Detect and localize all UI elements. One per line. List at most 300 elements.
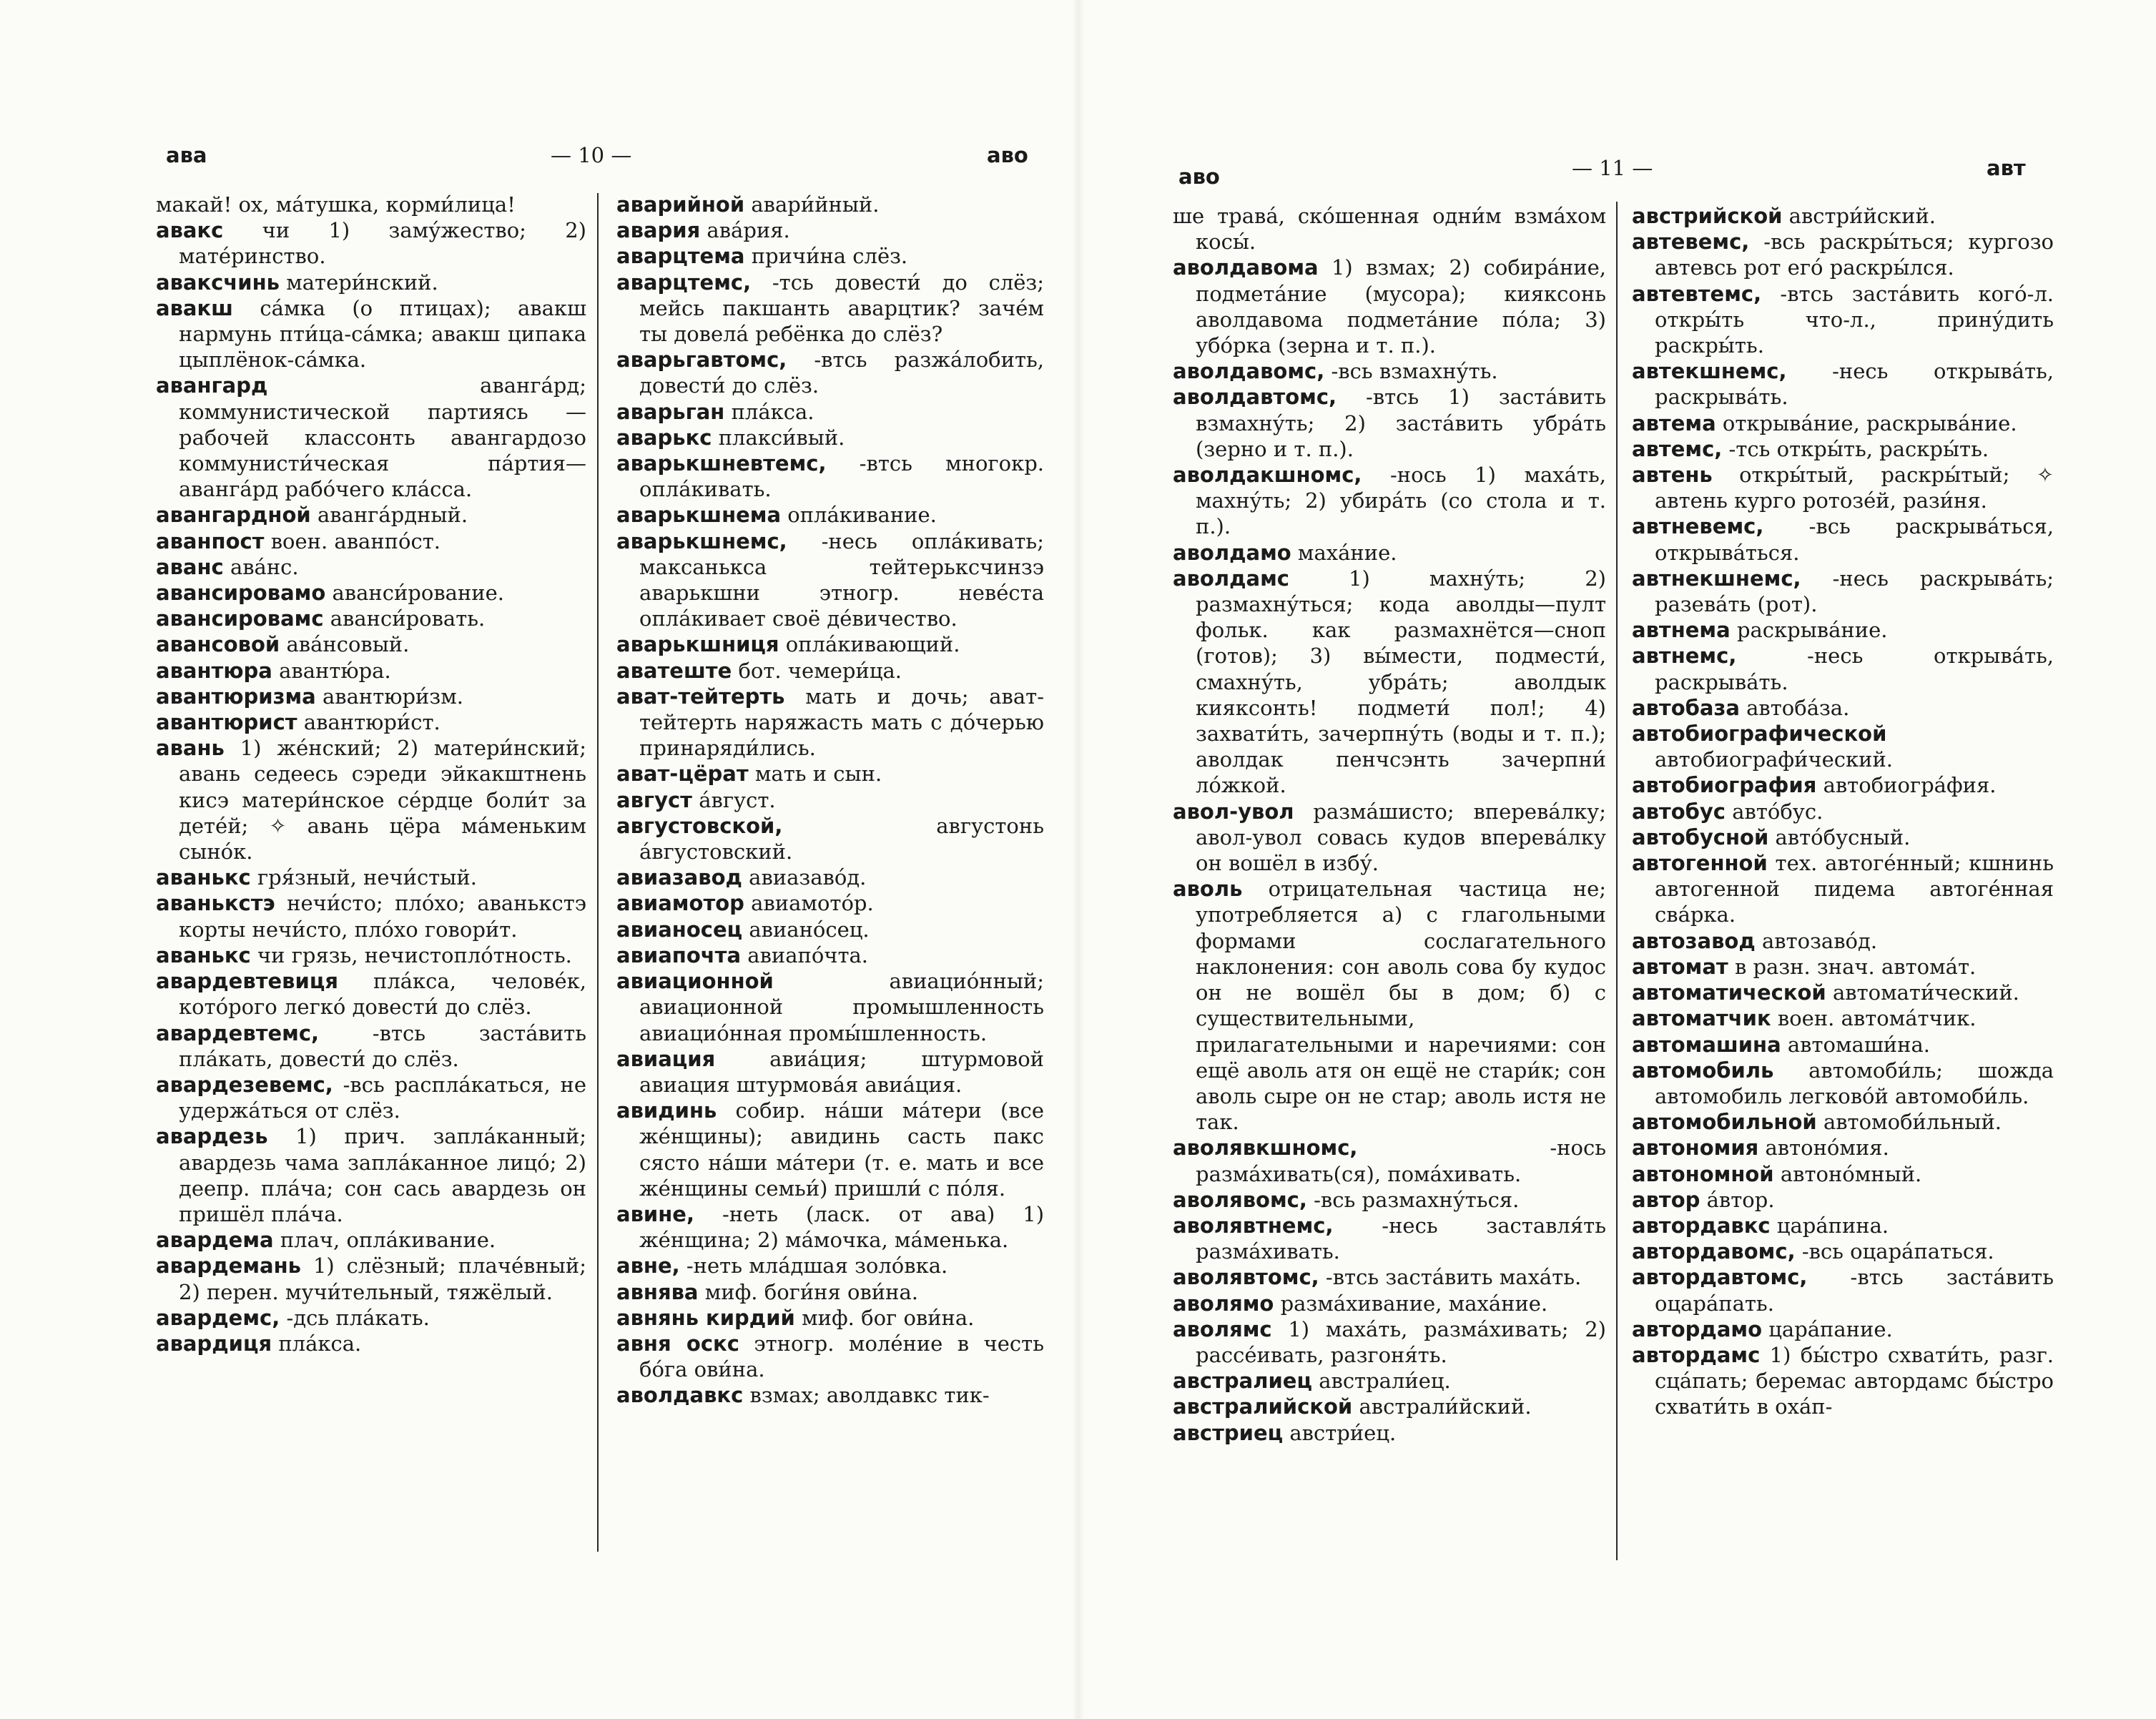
- entry-definition: открыва́ние, раскрыва́ние.: [1722, 410, 2017, 435]
- dictionary-entry: [156, 554, 586, 580]
- entry-headword: автекшнемс,: [1632, 359, 1787, 384]
- entry-headword: аванькс: [156, 865, 251, 890]
- dictionary-entry: [156, 890, 586, 942]
- entry-definition: опла́кивание.: [787, 503, 937, 528]
- entry-definition: ава́нс.: [230, 554, 299, 579]
- entry-headword: авидинь: [616, 1098, 717, 1123]
- entry-definition: автоба́за.: [1746, 695, 1850, 720]
- entry-definition: причи́на слёз.: [751, 244, 908, 269]
- entry-definition: плакси́вый.: [718, 425, 845, 450]
- dictionary-entry: [1632, 1109, 2054, 1135]
- entry-headword: авардиця: [156, 1331, 272, 1356]
- entry-headword: автемс,: [1632, 436, 1723, 461]
- entry-headword: авань: [156, 736, 225, 761]
- entry-definition: -ноcь разма́хивать(ся), пома́хивать.: [1196, 1136, 1606, 1186]
- dictionary-entry: [1173, 1187, 1606, 1213]
- entry-definition: аванси́рование.: [332, 581, 504, 606]
- entry-definition: 1) бы́стро схвати́ть, разг. сца́пать; беремас автордамс бы́стро схвати́ть в оха́п-: [1655, 1342, 2054, 1419]
- page-number: — 11 —: [1572, 156, 1653, 180]
- dictionary-entry: [1632, 1187, 2054, 1213]
- entry-headword: автобусной: [1632, 824, 1769, 849]
- entry-headword: автобус: [1632, 799, 1726, 824]
- entry-headword: авантюрист: [156, 710, 297, 735]
- guide-word-left: ава: [166, 143, 207, 167]
- dictionary-entry: [1632, 462, 2054, 513]
- entry-headword: автордамс: [1632, 1342, 1761, 1367]
- entry-headword: автевтемс,: [1632, 281, 1762, 306]
- dictionary-entry: [1632, 1316, 2054, 1342]
- dictionary-entry: [616, 217, 1044, 243]
- entry-definition: взмах; аволдавкс тик-: [749, 1383, 990, 1408]
- entry-definition: 1) взмах; 2) собира́ние, подмета́ние (мусора); кияксонь аволдавома подмета́ние по́ла; 3) убо́рка (зерна и т. п.).: [1196, 255, 1607, 358]
- entry-definition: этногр. моле́ние в честь бо́га ови́на.: [639, 1331, 1044, 1382]
- entry-headword: автордавомс,: [1632, 1239, 1796, 1264]
- page-header: [0, 143, 1078, 172]
- dictionary-entry: [156, 373, 586, 502]
- dictionary-entry: [1632, 410, 2054, 436]
- entry-definition: авантю́ра.: [279, 658, 391, 683]
- entry-headword: аварийной: [616, 192, 745, 217]
- dictionary-entry: [1173, 203, 1606, 255]
- dictionary-entry: [1632, 229, 2054, 280]
- entry-headword: авардема: [156, 1228, 274, 1253]
- entry-definition: -всь распла́каться, не удержа́ться от слёз.: [179, 1072, 586, 1123]
- dictionary-entry: [1632, 1005, 2054, 1031]
- entry-definition: авантюри́зм.: [322, 684, 463, 709]
- entry-headword: август: [616, 787, 692, 812]
- entry-headword: автомат: [1632, 954, 1728, 979]
- dictionary-entry: [1173, 358, 1606, 384]
- dictionary-entry: [1632, 513, 2054, 565]
- entry-definition: бот. чемери́ца.: [738, 658, 902, 683]
- entry-definition: нечи́сто; пло́хо; аванькстэ корты нечи́сто, пло́хо говори́т.: [179, 891, 586, 942]
- entry-headword: авине,: [616, 1201, 694, 1226]
- column-divider: [597, 193, 599, 1552]
- dictionary-entry: [1632, 1161, 2054, 1187]
- dictionary-entry: [1173, 876, 1606, 1135]
- entry-headword: авакс: [156, 218, 224, 243]
- entry-headword: аволдакшномс,: [1173, 463, 1362, 488]
- entry-definition: гря́зный, нечи́стый.: [257, 865, 477, 890]
- dictionary-entry: [156, 968, 586, 1020]
- entry-headword: авансировамс: [156, 606, 324, 631]
- entry-definition: австри́ец.: [1289, 1420, 1397, 1445]
- entry-headword: автобаза: [1632, 695, 1740, 720]
- dictionary-entry: [616, 450, 1044, 502]
- dictionary-entry: [1173, 540, 1606, 566]
- entry-headword: автозавод: [1632, 928, 1756, 953]
- entry-headword: ават-цёрат: [616, 762, 749, 787]
- dictionary-entry: [616, 890, 1044, 916]
- dictionary-entry: [156, 1253, 586, 1304]
- entry-definition: автозаво́д.: [1762, 928, 1878, 953]
- dictionary-entry: [1632, 1135, 2054, 1161]
- dictionary-entry: [1632, 850, 2054, 928]
- entry-headword: автономия: [1632, 1136, 1759, 1161]
- dictionary-entry: [156, 1305, 586, 1331]
- column-divider: [1616, 202, 1618, 1560]
- guide-word-right: авт: [1987, 156, 2026, 180]
- dictionary-entry: [616, 787, 1044, 813]
- entry-headword: авардевтемс,: [156, 1020, 320, 1045]
- dictionary-entry: [156, 865, 586, 890]
- dictionary-entry: [1632, 203, 2054, 229]
- entry-headword: авнява: [616, 1279, 699, 1304]
- dictionary-entry: [1632, 1213, 2054, 1238]
- entry-headword: австралиец: [1173, 1369, 1312, 1394]
- entry-headword: автневемс,: [1632, 514, 1764, 539]
- entry-definition: 1) махну́ть; 2) размахну́ться; кода аволды—пулт фольк. как размахнётся—сноп (готов); 3) вы́мести, подмести́, смахну́ть, убра́ть; аволдык кияксонть! подмети́ пол!; 4) захвати́ть, зачерпну́ть (воды и т. п.); аволдак пенчсэнть зачерпни́ ло́жкой.: [1196, 566, 1606, 798]
- entry-headword: автобиография: [1632, 773, 1817, 798]
- entry-headword: австрийской: [1632, 204, 1783, 228]
- dictionary-entry: [616, 1382, 1044, 1408]
- entry-definition: -втсь разжа́лобить, довести́ до слёз.: [639, 348, 1044, 398]
- entry-headword: авиапочта: [616, 942, 742, 967]
- dictionary-entry: [1632, 721, 2054, 772]
- entry-headword: авансировамо: [156, 581, 326, 606]
- entry-headword: аволдавома: [1173, 255, 1319, 280]
- entry-definition: разма́шисто; вперева́лку; авол-увол совась кудов вперева́лку он вошёл в избу́.: [1196, 799, 1606, 876]
- entry-definition: автобиогра́фия.: [1823, 773, 1997, 798]
- entry-headword: автема: [1632, 410, 1716, 435]
- entry-headword: автоматчик: [1632, 1006, 1771, 1031]
- entry-definition: -тсь откры́ть, раскры́ть.: [1728, 436, 1989, 461]
- entry-headword: авакш: [156, 295, 233, 320]
- entry-definition: авантюри́ст.: [303, 710, 440, 735]
- entry-headword: автень: [1632, 463, 1713, 488]
- entry-headword: автевемс,: [1632, 230, 1750, 255]
- entry-headword: аволявомс,: [1173, 1187, 1307, 1212]
- dictionary-entry: [1632, 1342, 2054, 1420]
- entry-headword: автнема: [1632, 618, 1731, 643]
- entry-definition: са́мка (о птицах); авакш нармунь пти́ца-са́мка; авакш ципака цыплёнок-са́мка.: [179, 295, 586, 373]
- entry-headword: автордавтомс,: [1632, 1265, 1808, 1290]
- dictionary-entry: [616, 502, 1044, 528]
- entry-headword: автнемс,: [1632, 644, 1737, 669]
- dictionary-entry: [1632, 1058, 2054, 1109]
- dictionary-entry: [1632, 1032, 2054, 1058]
- entry-headword: аволямс: [1173, 1316, 1272, 1341]
- entry-definition: -несь открыва́ть, раскрыва́ть.: [1655, 359, 2054, 410]
- entry-definition: автоно́мный.: [1780, 1161, 1922, 1186]
- entry-headword: аволдавкс: [616, 1383, 744, 1408]
- dictionary-entry: [616, 968, 1044, 1046]
- entry-headword: аватеште: [616, 658, 732, 683]
- dictionary-entry: [1632, 980, 2054, 1005]
- dictionary-entry: [1173, 1291, 1606, 1316]
- guide-word-right: аво: [987, 143, 1028, 167]
- entry-definition: -неть (ласк. от ава) 1) же́нщина; 2) ма́мочка, ма́менька.: [639, 1201, 1045, 1253]
- entry-headword: авантюра: [156, 658, 272, 683]
- dictionary-entry: [156, 580, 586, 606]
- entry-definition: аванга́рд; коммунистической партиясь — рабочей классонть авангардозо коммунисти́ческая па́ртия—аванга́рд рабо́чего кла́сса.: [179, 373, 586, 502]
- dictionary-entry: [156, 217, 586, 269]
- entry-definition: макай! ох, ма́тушка, корми́лица!: [156, 192, 516, 217]
- entry-headword: австралийской: [1173, 1394, 1353, 1419]
- dictionary-entry: [616, 270, 1044, 348]
- dictionary-entry: [1632, 358, 2054, 410]
- entry-definition: августонь а́вгустовский.: [639, 813, 1044, 865]
- entry-definition: авари́йный.: [751, 192, 880, 217]
- dictionary-entry: [1173, 462, 1606, 540]
- entry-definition: -несь открыва́ть, раскрыва́ть.: [1655, 644, 2054, 694]
- dictionary-entry: [616, 1279, 1044, 1305]
- entry-definition: -всь раскры́ться; кургозо автевсь рот его́ раскры́лся.: [1655, 230, 2054, 280]
- dictionary-entry: [156, 270, 586, 295]
- entry-headword: аванькс: [156, 942, 251, 967]
- dictionary-entry: [156, 528, 586, 554]
- dictionary-entry: [616, 1305, 1044, 1331]
- entry-headword: авансовой: [156, 632, 280, 657]
- dictionary-entry: [1173, 384, 1606, 462]
- dictionary-entry: [616, 1253, 1044, 1279]
- entry-definition: авиапо́чта.: [747, 942, 869, 967]
- dictionary-entry: [156, 658, 586, 684]
- entry-definition: разма́хивание, маха́ние.: [1280, 1291, 1548, 1316]
- column-right-1: [1173, 203, 1606, 1446]
- dictionary-entry: [1173, 1264, 1606, 1290]
- entry-definition: аванси́ровать.: [330, 606, 486, 631]
- entry-definition: авиазаво́д.: [749, 865, 867, 890]
- entry-headword: авардемань: [156, 1253, 301, 1279]
- dictionary-entry: [1632, 566, 2054, 617]
- column-left-2: [616, 192, 1044, 1409]
- dictionary-entry: [156, 631, 586, 657]
- guide-word-left: аво: [1178, 164, 1220, 189]
- entry-headword: автогенной: [1632, 851, 1768, 876]
- entry-definition: -всь раскрыва́ться, открыва́ться.: [1655, 514, 2054, 565]
- entry-definition: -несь раскрыва́ть; разева́ть (рот).: [1655, 566, 2054, 617]
- dictionary-entry: [156, 1123, 586, 1227]
- dictionary-entry: [616, 942, 1044, 968]
- entry-headword: аволямо: [1173, 1291, 1274, 1316]
- entry-headword: авол-увол: [1173, 799, 1294, 824]
- entry-definition: цара́пание.: [1768, 1316, 1893, 1341]
- entry-definition: 1) же́нский; 2) матери́нский; авань седеесь сэреди эйкакштнень кисэ матери́нское се́рдце боли́т за дете́й; ✧ авань цёра ма́меньким сыно́к.: [179, 736, 586, 865]
- dictionary-entry: [1632, 436, 2054, 462]
- entry-headword: аварькшнемс,: [616, 528, 787, 553]
- dictionary-entry: [1632, 954, 2054, 980]
- entry-headword: авиационной: [616, 969, 774, 994]
- entry-headword: авианосец: [616, 917, 743, 942]
- entry-definition: аванга́рдный.: [317, 503, 468, 528]
- entry-definition: чи грязь, нечистопло́тность.: [257, 942, 572, 967]
- dictionary-entry: [156, 942, 586, 968]
- dictionary-entry: [616, 425, 1044, 450]
- entry-headword: аварцтемс,: [616, 270, 752, 295]
- entry-definition: -тсь довести́ до слёз; мейсь пакшанть аварцтик? заче́м ты довела́ ребёнка до слёз?: [639, 270, 1044, 347]
- dictionary-entry: [1173, 566, 1606, 799]
- dictionary-entry: [156, 502, 586, 528]
- entry-headword: аволявтнемс,: [1173, 1213, 1334, 1238]
- dictionary-entry: [616, 684, 1044, 762]
- entry-definition: автомати́ческий.: [1832, 980, 2019, 1005]
- entry-headword: аварькшнема: [616, 503, 782, 528]
- page-number: — 10 —: [551, 143, 632, 167]
- dictionary-entry: [1173, 1420, 1606, 1446]
- entry-definition: авиа́ция; штурмовой авиация штурмова́я авиа́ция.: [639, 1046, 1045, 1097]
- entry-headword: автордавкс: [1632, 1213, 1771, 1238]
- entry-headword: автомобиль: [1632, 1058, 1774, 1083]
- entry-definition: пла́кса, челове́к, кото́рого легко́ довести́ до слёз.: [179, 969, 586, 1020]
- dictionary-entry: [616, 917, 1044, 942]
- dictionary-entry: [1632, 617, 2054, 643]
- entry-headword: аволдамо: [1173, 540, 1291, 565]
- entry-definition: авто́бус.: [1732, 799, 1823, 824]
- entry-definition: в разн. знач. автома́т.: [1734, 954, 1977, 979]
- entry-definition: -всь размахну́ться.: [1314, 1187, 1520, 1212]
- dictionary-entry: [616, 1201, 1044, 1253]
- dictionary-entry: [616, 192, 1044, 217]
- entry-headword: авиация: [616, 1046, 716, 1071]
- entry-definition: чи 1) заму́жество; 2) мате́ринство.: [179, 218, 586, 269]
- entry-definition: -втсь заста́вить маха́ть.: [1325, 1265, 1582, 1290]
- entry-definition: автоно́мия.: [1765, 1136, 1889, 1161]
- entry-definition: -ноcь 1) маха́ть, махну́ть; 2) убира́ть (со стола и т. п.).: [1196, 463, 1606, 539]
- entry-definition: -всь взмахну́ть.: [1331, 359, 1498, 384]
- entry-definition: тех. автоге́нный; кшнинь автогенной пидема автоге́нная сва́рка.: [1655, 851, 2054, 927]
- entry-headword: аваксчинь: [156, 270, 280, 295]
- dictionary-entry: [156, 192, 586, 217]
- dictionary-entry: [616, 1098, 1044, 1201]
- entry-headword: автнекшнемс,: [1632, 566, 1801, 591]
- entry-definition: авто́бусный.: [1775, 824, 1911, 849]
- entry-definition: махáние.: [1297, 540, 1397, 565]
- entry-definition: собир. на́ши ма́тери (все же́нщины); авидинь састь пакс сясто на́ши ма́тери (т. е. мать и все же́нщины семьи́) пришли́ с по́ля.: [639, 1098, 1045, 1201]
- entry-definition: автомоби́льный.: [1823, 1110, 2002, 1135]
- entry-headword: авангардной: [156, 503, 311, 528]
- entry-definition: ше трава́, ско́шенная одни́м взма́хом косы́.: [1173, 204, 1606, 255]
- entry-headword: аварькшневтемс,: [616, 451, 827, 476]
- dictionary-entry: [1173, 1394, 1606, 1419]
- entry-headword: авнянь кирдий: [616, 1305, 795, 1330]
- dictionary-entry: [1173, 1213, 1606, 1264]
- entry-headword: австриец: [1173, 1420, 1284, 1445]
- entry-definition: -несь опла́кивать; максанькса тейтерьксчинзэ аварькшни этногр. неве́ста опла́кивает своё де́вичество.: [639, 528, 1044, 631]
- entry-headword: авиамотор: [616, 891, 744, 916]
- entry-definition: 1) прич. запла́канный; авардезь чама запла́канное лицо́; 2) деепр. пла́ча; сон сась авардезь он пришёл пла́ча.: [179, 1124, 586, 1226]
- entry-headword: аварькс: [616, 425, 712, 450]
- entry-headword: авардезевемс,: [156, 1072, 333, 1097]
- page-header: [1078, 143, 2156, 189]
- entry-headword: авиазавод: [616, 865, 742, 890]
- dictionary-entry: [156, 1072, 586, 1123]
- dictionary-entry: [616, 528, 1044, 632]
- entry-definition: автомаши́на.: [1787, 1032, 1930, 1057]
- dictionary-entry: [616, 243, 1044, 269]
- entry-headword: автор: [1632, 1187, 1700, 1212]
- dictionary-entry: [156, 735, 586, 865]
- entry-headword: автоматической: [1632, 980, 1826, 1005]
- entry-definition: ава́рия.: [707, 218, 790, 243]
- dictionary-entry: [1173, 255, 1606, 358]
- right-page: [1078, 0, 2156, 1719]
- dictionary-entry: [616, 1331, 1044, 1382]
- dictionary-entry: [1632, 281, 2054, 359]
- entry-definition: -дсь пла́кать.: [286, 1305, 430, 1330]
- dictionary-entry: [156, 684, 586, 709]
- entry-headword: автономной: [1632, 1161, 1774, 1186]
- dictionary-entry: [616, 399, 1044, 425]
- entry-definition: австри́йский.: [1788, 204, 1936, 228]
- entry-headword: аволдавомс,: [1173, 359, 1325, 384]
- entry-definition: -втсь заста́вить кого́-л. откры́ть что-л., прину́дить раскры́ть.: [1655, 281, 2054, 358]
- dictionary-entry: [1173, 799, 1606, 877]
- entry-definition: авиано́сец.: [749, 917, 870, 942]
- entry-definition: пла́кса.: [731, 399, 814, 424]
- entry-headword: аволявкшномс,: [1173, 1136, 1358, 1161]
- entry-headword: августовской,: [616, 813, 783, 838]
- entry-definition: авиацио́нный; авиационной промышленность авиацио́нная промы́шленность.: [639, 969, 1044, 1045]
- entry-definition: воен. аванпо́ст.: [270, 528, 440, 553]
- dictionary-entry: [1632, 1238, 2054, 1264]
- entry-headword: аволдавтомс,: [1173, 385, 1337, 410]
- entry-definition: мать и дочь; ават-тейтерть наряжасть мать с до́черью принаряди́лись.: [639, 684, 1044, 761]
- dictionary-entry: [156, 709, 586, 735]
- entry-headword: автордамо: [1632, 1316, 1763, 1341]
- entry-headword: аванпост: [156, 528, 265, 553]
- entry-definition: -неть мла́дшая золо́вка.: [686, 1253, 948, 1279]
- dictionary-entry: [1173, 1135, 1606, 1186]
- dictionary-entry: [156, 1331, 586, 1356]
- dictionary-entry: [1632, 928, 2054, 954]
- entry-headword: аванс: [156, 554, 224, 579]
- dictionary-entry: [616, 761, 1044, 787]
- entry-headword: аварьгавтомс,: [616, 348, 787, 373]
- entry-headword: аволь: [1173, 877, 1243, 902]
- entry-definition: плач, опла́кивание.: [280, 1228, 496, 1253]
- entry-definition: -втсь многокр. опла́кивать.: [639, 451, 1044, 502]
- dictionary-entry: [1632, 1264, 2054, 1316]
- entry-definition: автомоби́ль; шожда автомобиль легково́й автомоби́ль.: [1655, 1058, 2054, 1108]
- entry-definition: авиамото́р.: [751, 891, 874, 916]
- entry-definition: миф. бог ови́на.: [802, 1305, 975, 1330]
- entry-definition: австрали́ец.: [1319, 1369, 1451, 1394]
- entry-headword: авантюризма: [156, 684, 316, 709]
- entry-definition: ава́нсовый.: [286, 632, 410, 657]
- dictionary-entry: [616, 865, 1044, 890]
- dictionary-entry: [156, 606, 586, 631]
- entry-definition: пла́кса.: [278, 1331, 362, 1356]
- entry-headword: авардезь: [156, 1124, 268, 1149]
- entry-headword: аварькшниця: [616, 632, 779, 657]
- dictionary-entry: [1632, 799, 2054, 824]
- entry-definition: миф. боги́ня ови́на.: [704, 1279, 918, 1304]
- entry-headword: ават-тейтерть: [616, 684, 785, 709]
- dictionary-entry: [616, 1046, 1044, 1098]
- entry-definition: австрали́йский.: [1359, 1394, 1532, 1419]
- entry-definition: отрицательная частица не; употребляется а) с глагольными формами сослагательного наклонения: сон аволь сова бу кудос он не вошёл бы в дом; б) с существительными, прилагательными и наречиями: сон ещё аволь атя он ещё не стари́к; сон аволь сыре он не стар; аволь истя не так.: [1196, 877, 1606, 1135]
- column-left-1: [156, 192, 586, 1356]
- dictionary-entry: [616, 813, 1044, 865]
- dictionary-entry: [1632, 643, 2054, 694]
- entry-definition: 1) маха́ть, разма́хивать; 2) рассе́ивать, разгоня́ть.: [1196, 1316, 1607, 1367]
- entry-definition: матери́нский.: [286, 270, 438, 295]
- entry-definition: мать и сын.: [754, 762, 882, 787]
- entry-definition: опла́кивающий.: [785, 632, 960, 657]
- entry-headword: авангард: [156, 373, 268, 398]
- entry-definition: а́вгуст.: [699, 787, 776, 812]
- entry-headword: авардевтевиця: [156, 969, 338, 994]
- entry-definition: раскрыва́ние.: [1736, 618, 1888, 643]
- dictionary-entry: [156, 295, 586, 373]
- entry-headword: автобиографической: [1632, 721, 1887, 747]
- dictionary-entry: [1173, 1368, 1606, 1394]
- entry-headword: аварьган: [616, 399, 725, 424]
- entry-headword: автомобильной: [1632, 1110, 1817, 1135]
- entry-definition: 1) слёзный; плаче́вный; 2) перен. мучи́тельный, тяжёлый.: [179, 1253, 586, 1304]
- entry-definition: а́втор.: [1706, 1187, 1775, 1212]
